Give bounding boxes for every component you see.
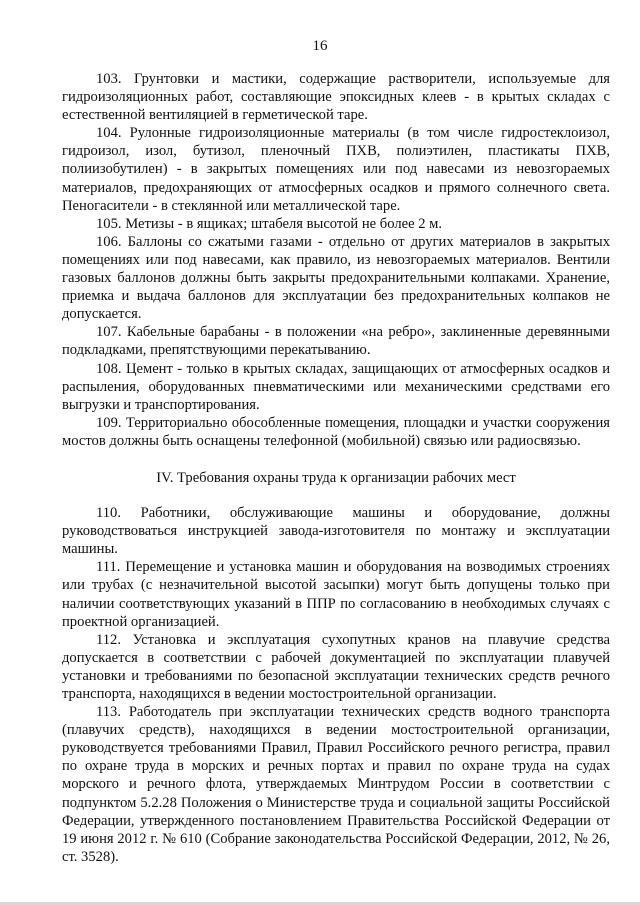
paragraph-112: 112. Установка и эксплуатация сухопутных кранов на плавучие средства допускается в соответствии с рабочей документацией по эксплуатации плавучей установки и требованиями по безопасной эксплуатации технических средств речного транспорта, находящихся в ведении мостостроительной организации.: [62, 631, 610, 702]
paragraph-105: 105. Метизы - в ящиках; штабеля высотой не более 2 м.: [96, 215, 443, 232]
paragraph-109: 109. Территориально обособленные помещения, площадки и участки сооружения мостов должны быть оснащены телефонной (мобильной) связью или радиосвязью.: [62, 414, 610, 449]
paragraph-113: 113. Работодатель при эксплуатации технических средств водного транспорта (плавучих средств), находящихся в ведении мостостроительной организации, руководствуется требованиями Правил, Правил Российского речного регистра, правил по охране труда в морских и речных портах и правил по охране труда на судах морского и речного флота, утверждаемых Минтрудом России в соответствии с подпунктом 5.2.28 Положения о Министерстве труда и социальной защиты Российской Федерации, утвержденного постановлением Правительства Российской Федерации от 19 июня 2012 г. № 610 (Собрание законодательства Российской Федерации, 2012, № 26, ст. 3528).: [62, 704, 610, 865]
paragraph-107: 107. Кабельные барабаны - в положении «на ребро», заклиненные деревянными подкладками, препятствующими перекатыванию.: [62, 324, 610, 359]
section-heading: IV. Требования охраны труда к организации рабочих мест: [156, 469, 516, 486]
page-number: 16: [312, 38, 328, 54]
paragraph-106: 106. Баллоны со сжатыми газами - отдельно от других материалов в закрытых помещениях или под навесами, как правило, из невозгораемых материалов. Вентили газовых баллонов должны быть закрыты предохранительными колпаками. Хранение, приемка и выдача баллонов для эксплуатации без предохранительных колпаков не допускается.: [62, 233, 610, 323]
document-body: [62, 70, 610, 866]
paragraph-104: 104. Рулонные гидроизоляционные материалы (в том числе гидростеклоизол, гидроизол, изол, бутизол, пленочный ПХВ, полиэтилен, пластикаты ПХВ, полиизобутилен) - в закрытых помещениях или под навесами из невозгораемых материалов, предохраняющих от атмосферных осадков и прямого солнечного света. Пеногасители - в стеклянной или металлической таре.: [62, 125, 610, 214]
paragraph-103: 103. Грунтовки и мастики, содержащие растворители, используемые для гидроизоляционных работ, составляющие эпоксидных клеев - в крытых складах с естественной вентиляцией в герметической таре.: [62, 71, 610, 124]
paragraph-111: 111. Перемещение и установка машин и оборудования на возводимых строениях или трубах (с незначительной высотой засыпки) могут быть допущены только при наличии соответствующих указаний в ППР по согласованию в необходимых случаях с проектной организацией.: [62, 559, 610, 630]
paragraph-110: 110. Работники, обслуживающие машины и оборудование, должны руководствоваться инструкцией завода-изготовителя по монтажу и эксплуатации машины.: [62, 505, 610, 558]
paragraph-108: 108. Цемент - только в крытых складах, защищающих от атмосферных осадков и распыления, оборудованных пневматическими или механическими средствами его выгрузки и транспортирования.: [62, 360, 610, 413]
